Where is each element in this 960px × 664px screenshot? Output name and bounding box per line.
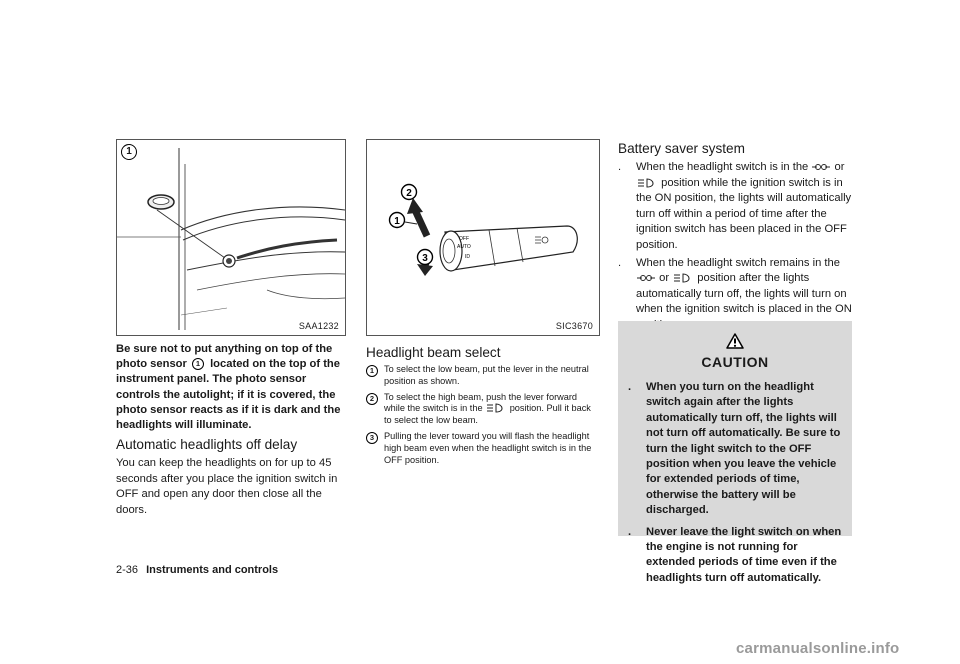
step-marker: 2	[366, 393, 378, 405]
step-item	[366, 364, 598, 388]
figure-callout-3	[418, 250, 433, 265]
svg-text:3: 3	[422, 253, 428, 264]
off-delay-text: You can keep the headlights on for up to 45 seconds after you place the ignition switch in OFF and open any door then close all the doors.	[116, 457, 338, 516]
caution-box	[618, 321, 852, 584]
bullet-text: or	[834, 161, 845, 173]
figure-code: SIC3670	[555, 321, 593, 331]
dashboard-illustration	[117, 140, 345, 335]
bullet-text: or	[659, 272, 670, 285]
figure-callout-2	[402, 185, 417, 200]
bullet-item	[618, 160, 852, 254]
bullet-text: When the headlight switch is in the	[636, 161, 809, 173]
stalk-label-auto: AUTO	[457, 244, 471, 250]
step-text: position. Pull it back to select the low beam.	[384, 403, 591, 426]
caution-header	[618, 333, 852, 370]
figure-callout-1: 1	[121, 144, 137, 160]
headlight-lever-figure	[366, 139, 600, 336]
caution-title: CAUTION	[701, 354, 769, 370]
headlight-on-icon	[672, 273, 694, 283]
caution-item	[628, 525, 842, 587]
step-item	[366, 431, 598, 466]
photo-sensor-warning	[116, 342, 344, 433]
page-footer	[116, 564, 278, 576]
figure-callout-1	[390, 213, 405, 228]
photo-sensor-figure	[116, 139, 346, 336]
warning-text-b: located on the top of the instrument panel. The photo sensor controls the autolight; if it is covered, the photo sensor reacts as if it is dark and the headlights will illuminate.	[116, 358, 341, 432]
step-item	[366, 392, 598, 427]
watermark: carmanualsonline.info	[736, 640, 900, 657]
caution-text: When you turn on the headlight switch again after the lights automatically turn off, the lights will not turn off automatically. Be sure to turn the light switch to the OFF position when you leave the vehicle for extended periods of time, otherwise the battery will be discharged.	[646, 381, 841, 517]
section-heading-beam-select: Headlight beam select	[366, 345, 501, 360]
stalk-label-id: ID	[465, 254, 470, 260]
bullet-text: When the headlight switch remains in the	[636, 256, 840, 269]
step-text: To select the high beam, push the lever forward while the switch is in the	[384, 391, 578, 414]
step-text: Pulling the lever toward you will flash the headlight high beam even when the headlight switch is in the OFF position.	[384, 430, 592, 465]
caution-text: Never leave the light switch on when the engine is not running for extended periods of time even if the headlights turn off automatically.	[646, 525, 842, 584]
bullet-text: position after the lights automatically turn off, the lights will turn on when the ignition switch is placed in the ON	[636, 272, 852, 316]
warning-text-a: Be sure not to put anything on top of the photo sensor	[116, 343, 333, 371]
step-text: To select the low beam, put the lever in the neutral position as shown.	[384, 364, 589, 386]
beam-select-steps	[366, 364, 598, 470]
bullet-text: position while the ignition switch is in the ON position, the lights will automatically turn off within a period of time after the ignition switch has been placed in the OFF position.	[636, 176, 852, 251]
parking-light-icon	[811, 162, 831, 172]
lever-illustration	[367, 140, 599, 335]
caution-item	[628, 380, 842, 519]
parking-light-icon	[636, 273, 656, 283]
section-name: Instruments and controls	[146, 564, 279, 576]
battery-saver-bullets	[618, 160, 852, 336]
bullet-marker: .	[628, 381, 632, 393]
bullet-marker: .	[628, 525, 632, 538]
caution-list	[628, 380, 842, 586]
callout-marker: 1	[192, 358, 204, 370]
svg-text:1: 1	[394, 216, 400, 227]
warning-triangle-icon	[726, 333, 744, 349]
headlight-on-icon	[636, 178, 658, 188]
stalk-label-off: OFF	[459, 236, 469, 242]
headlight-on-icon	[485, 403, 507, 413]
section-heading-battery-saver: Battery saver system	[618, 141, 745, 156]
step-marker: 1	[366, 365, 378, 377]
page-number: 2-36	[116, 564, 139, 576]
svg-text:2: 2	[406, 188, 412, 199]
bullet-marker: .	[618, 161, 622, 173]
figure-code: SAA1232	[298, 321, 339, 331]
section-heading-off-delay: Automatic headlights off delay	[116, 437, 298, 452]
step-marker: 3	[366, 432, 378, 444]
bullet-marker: .	[618, 256, 622, 269]
